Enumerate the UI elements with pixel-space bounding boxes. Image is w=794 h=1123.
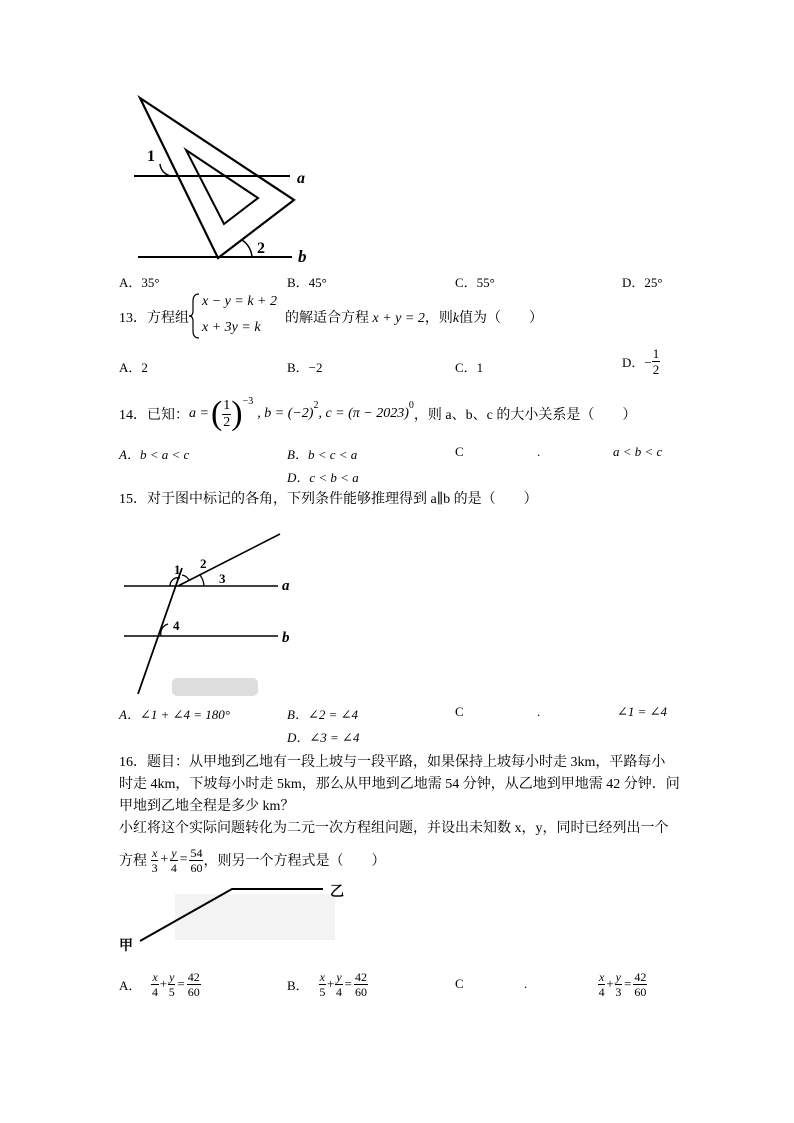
q15-label-2: 2 — [200, 556, 207, 571]
q16-eq-frac-y: $\frac{y}{4}$ — [170, 845, 177, 875]
q16-eq-prefix: 方程 — [119, 854, 147, 869]
q16-option-c-dot: . — [524, 976, 528, 991]
q15-option-c-dot: . — [537, 704, 541, 719]
q13-option-d-prefix: D．− — [622, 355, 652, 370]
q13-equation-1: x − y = k + 2 — [202, 294, 277, 309]
q13-tail-c: 值为（ ） — [459, 311, 544, 326]
q16-option-c-label[interactable]: C — [455, 976, 464, 991]
q15-angle2-arc — [182, 575, 189, 580]
q13-option-d-fraction: $\frac{1}{2}$ — [652, 346, 660, 377]
q16-route-start: 甲 — [119, 939, 133, 954]
q14-a-paren-open: ( — [210, 395, 223, 432]
q14-c-exponent: 0 — [408, 400, 414, 411]
q15-label-4: 4 — [173, 618, 180, 633]
q15-label-1: 1 — [174, 562, 181, 577]
q16-line-2: 时走 4km，下坡每小时走 5km，那么从甲地到乙地需 54 分钟，从乙地到甲地需 42 分钟．问 — [119, 777, 680, 792]
q15-angle3-arc — [200, 575, 204, 586]
q15-label-b: b — [282, 630, 290, 646]
q14-tail: ，则 a、b、c 的大小关系是（ ） — [413, 408, 637, 423]
q12-label-b: b — [298, 247, 307, 266]
q13-option-a[interactable]: A．2 — [119, 360, 148, 375]
q14-a-paren-close: ) — [231, 395, 243, 432]
q16-route-figure — [115, 880, 355, 955]
q16-faint-bg-text — [175, 894, 335, 940]
q16-line-4: 小红将这个实际问题转化为二元一次方程组问题，并设出未知数 x，y，同时已经列出一个 — [119, 821, 669, 836]
q14-b-exponent: 2 — [313, 400, 319, 411]
q15-option-c-expr[interactable]: ∠1 = ∠4 — [617, 704, 668, 719]
q14-a-lhs: a = — [189, 406, 209, 421]
q13-number: 13．方程组 — [119, 311, 189, 326]
q16-option-a-label: A． — [119, 977, 142, 993]
q16-option-a[interactable]: A． $\frac{x}{4}$ + $\frac{y}{5}$ = $\frac{42}{60}$ — [119, 969, 200, 999]
q16-eq-suffix: ，则另一个方程式是（ ） — [203, 854, 386, 869]
q15-ray — [178, 534, 280, 586]
q14-c-expr: , c = (π − 2023) — [318, 406, 409, 421]
q14-number: 14．已知： — [119, 408, 189, 423]
q16-route-end: 乙 — [330, 885, 344, 900]
q16-option-b-label: B． — [287, 977, 309, 993]
q12-option-d[interactable]: D．25° — [622, 275, 663, 290]
q12-option-b[interactable]: B．45° — [287, 275, 327, 290]
q16-equation-line: 方程 $\frac{x}{3}$ + $\frac{y}{4}$ = $\frac{54}{60}$ ，则另一个方程式是（ ） — [119, 845, 386, 875]
q16-eq-frac-rhs: $\frac{54}{60}$ — [190, 845, 203, 875]
q12-option-a[interactable]: A．35° — [119, 275, 160, 290]
q12-triangle-outer — [140, 98, 294, 258]
q12-label-1: 1 — [147, 148, 155, 165]
q13-tail-k: k — [452, 311, 460, 326]
q13-tail-a: 的解适合方程 — [285, 311, 369, 326]
q14-option-c-label[interactable]: C — [455, 444, 464, 459]
q16-line-1: 16．题目：从甲地到乙地有一段上坡与一段平路，如果保持上坡每小时走 3km，平路每小 — [119, 755, 666, 770]
q13-tail — [285, 307, 543, 327]
q16-option-b[interactable]: B． $\frac{x}{5}$ + $\frac{y}{4}$ = $\frac{42}{60}$ — [287, 969, 368, 999]
q16-option-c[interactable]: $\frac{x}{4}$ + $\frac{y}{3}$ = $\frac{42}{60}$ — [598, 969, 647, 999]
q14-a-exponent: −3 — [242, 396, 254, 407]
q12-angle1-arc — [160, 164, 172, 176]
q13-option-d[interactable] — [622, 347, 660, 376]
q13-equation-2: x + 3y = k — [202, 320, 261, 335]
q15-option-c-label[interactable]: C — [455, 704, 464, 719]
q13-tail-b: ，则 — [424, 311, 453, 326]
q12-figure — [120, 92, 320, 267]
q12-angle2-arc — [242, 240, 252, 257]
q14-option-b[interactable]: B．b < c < a — [287, 447, 358, 462]
q12-label-2: 2 — [257, 240, 265, 257]
q15-option-d[interactable]: D．∠3 = ∠4 — [287, 730, 360, 745]
q14-option-c-expr[interactable]: a < b < c — [613, 444, 663, 459]
q14-a-fraction: $\frac{1}{2}$ — [223, 397, 231, 430]
q12-option-c[interactable]: C．55° — [455, 275, 495, 290]
q16-line-3: 甲地到乙地全程是多少 km？ — [119, 799, 295, 814]
q13-tail-eq: x + y = 2 — [372, 311, 425, 326]
q15-label-a: a — [282, 578, 290, 594]
q12-label-a: a — [297, 170, 305, 187]
q13-brace — [189, 293, 201, 339]
q15-option-a[interactable]: A．∠1 + ∠4 = 180° — [119, 707, 230, 722]
q15-option-b[interactable]: B．∠2 = ∠4 — [287, 707, 358, 722]
q14-b-expr: , b = (−2) — [257, 406, 314, 421]
q14-option-d[interactable]: D．c < b < a — [287, 470, 359, 485]
q15-statement: 15．对于图中标记的各角，下列条件能够推理得到 a∥b 的是（ ） — [119, 492, 538, 507]
q15-figure — [118, 512, 308, 700]
q15-blurred-watermark — [172, 678, 258, 696]
q13-option-c[interactable]: C．1 — [455, 360, 484, 375]
q14-option-a[interactable]: A．b < a < c — [119, 447, 190, 462]
q15-label-3: 3 — [219, 571, 226, 586]
q16-eq-frac-x: $\frac{x}{3}$ — [151, 845, 158, 875]
q13-option-b[interactable]: B．−2 — [287, 360, 323, 375]
q14-statement — [119, 392, 636, 436]
q14-option-c-dot: . — [537, 444, 541, 459]
